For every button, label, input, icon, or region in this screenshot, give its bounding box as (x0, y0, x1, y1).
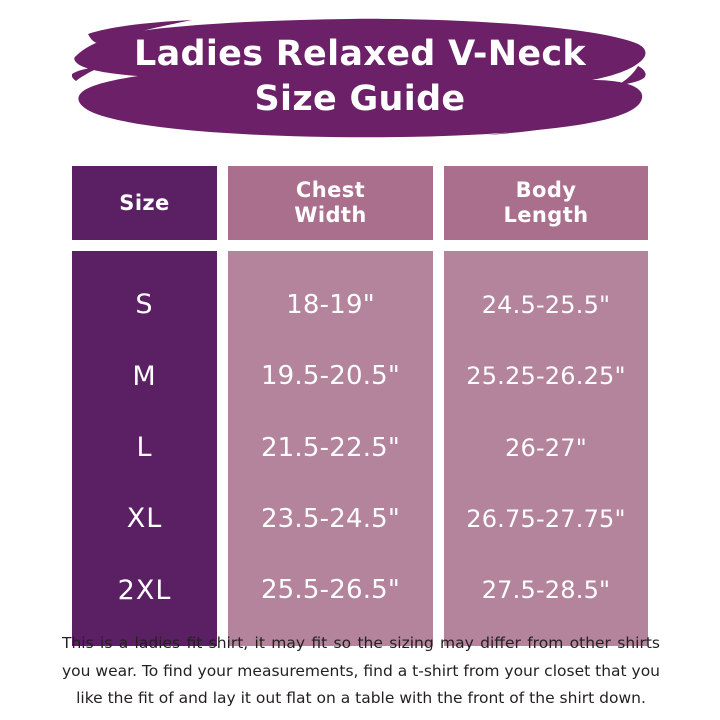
size-column (72, 166, 217, 646)
table-row: 21.5-22.5" (260, 432, 401, 463)
page-title-line-1: Ladies Relaxed V-Neck (133, 33, 586, 74)
table-row: 18-19" (286, 289, 375, 320)
table-row: 23.5-24.5" (260, 503, 401, 534)
size-table (72, 166, 648, 646)
chest-width-column (228, 166, 433, 646)
table-row: L (136, 432, 153, 464)
column-header-chest-line-1: Chest (295, 178, 366, 203)
column-header-body-length (444, 166, 648, 240)
column-header-size (72, 166, 217, 240)
column-header-body-line-1: Body (515, 178, 577, 203)
table-row: 26.75-27.75" (466, 504, 626, 533)
column-header-chest-line-2: Width (294, 203, 367, 227)
table-row: 25.25-26.25" (466, 362, 626, 391)
footnote (62, 630, 660, 713)
table-row: S (135, 289, 154, 321)
page-title-line-2: Size Guide (254, 78, 466, 119)
table-row: 19.5-20.5" (260, 361, 401, 392)
column-header-chest-width (228, 166, 433, 240)
page-title (72, 14, 648, 140)
column-header-size-label: Size (119, 190, 170, 215)
body-length-column (444, 166, 648, 646)
column-header-body-line-2: Length (503, 203, 589, 227)
footnote-text: This is a ladies fit shirt, it may fit so the sizing may differ from other shirts you wear. To find your measurements, find a t-shirt from your closet that you like the fit of and lay it out flat on a table with the front of the shirt down. (62, 634, 660, 708)
size-column-body (72, 251, 217, 646)
table-row: 26-27" (505, 433, 587, 462)
table-row: 25.5-26.5" (260, 575, 401, 606)
table-row: 27.5-28.5" (481, 576, 611, 605)
table-row: M (132, 360, 157, 392)
header-banner (72, 14, 648, 140)
table-row: 24.5-25.5" (481, 290, 611, 319)
table-row: 2XL (117, 574, 172, 606)
table-row: XL (126, 503, 163, 535)
body-length-column-body (444, 251, 648, 646)
chest-width-column-body (228, 251, 433, 646)
